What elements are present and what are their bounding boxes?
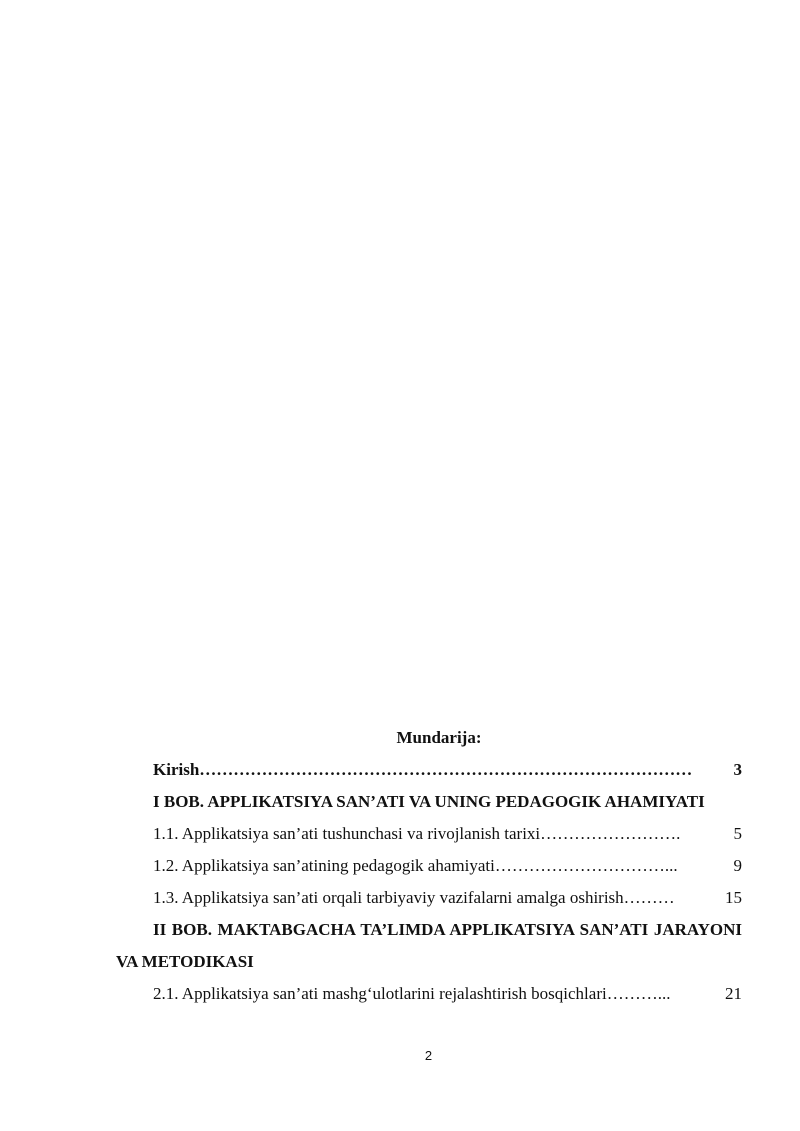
toc-chapter-2[interactable] xyxy=(116,914,742,978)
toc-entry-label: 1.2. Applikatsiya san’atining pedagogik ahamiyati xyxy=(153,856,495,875)
toc-entry-leader: …………………………... xyxy=(494,856,678,875)
toc-entry-label: Kirish xyxy=(153,760,200,779)
toc-entry-page: 5 xyxy=(733,824,742,843)
toc-entry-1-2[interactable] xyxy=(116,850,742,882)
toc-entry-page: 21 xyxy=(725,984,742,1003)
toc-entry-leader: ………... xyxy=(606,984,671,1003)
toc-entry-2-1[interactable] xyxy=(116,978,742,1010)
toc-entry-leader: ……… xyxy=(623,888,675,907)
toc-chapter-title: II BOB. MAKTABGACHA TA’LIMDA APPLIKATSIYA SAN’ATI JARAYONI VA METODIKASI xyxy=(116,920,742,971)
toc-title: Mundarija: xyxy=(396,728,482,747)
toc-entry-page: 9 xyxy=(733,856,742,875)
toc-chapter-title: I BOB. APPLIKATSIYA SAN’ATI VA UNING PEDAGOGIK AHAMIYATI xyxy=(153,792,705,811)
toc-entry-leader: ……………………. xyxy=(540,824,681,843)
toc-chapter-1[interactable] xyxy=(116,786,742,818)
toc-entry-1-1[interactable] xyxy=(116,818,742,850)
toc-entry-label: 1.3. Applikatsiya san’ati orqali tarbiyaviy vazifalarni amalga oshirish xyxy=(153,888,624,907)
toc-entry-1-3[interactable] xyxy=(116,882,742,914)
page-number: 2 xyxy=(424,1048,433,1063)
toc-entry-leader: …………………………………………………………………………… xyxy=(199,760,693,779)
toc-entry-intro[interactable] xyxy=(116,754,742,786)
toc-entry-label: 2.1. Applikatsiya san’ati mashg‘ulotlarini rejalashtirish bosqichlari xyxy=(153,984,607,1003)
toc-entry-label: 1.1. Applikatsiya san’ati tushunchasi va rivojlanish tarixi xyxy=(153,824,541,843)
toc-entry-page: 15 xyxy=(725,888,742,907)
table-of-contents xyxy=(116,722,742,1010)
toc-entry-page: 3 xyxy=(733,760,742,779)
